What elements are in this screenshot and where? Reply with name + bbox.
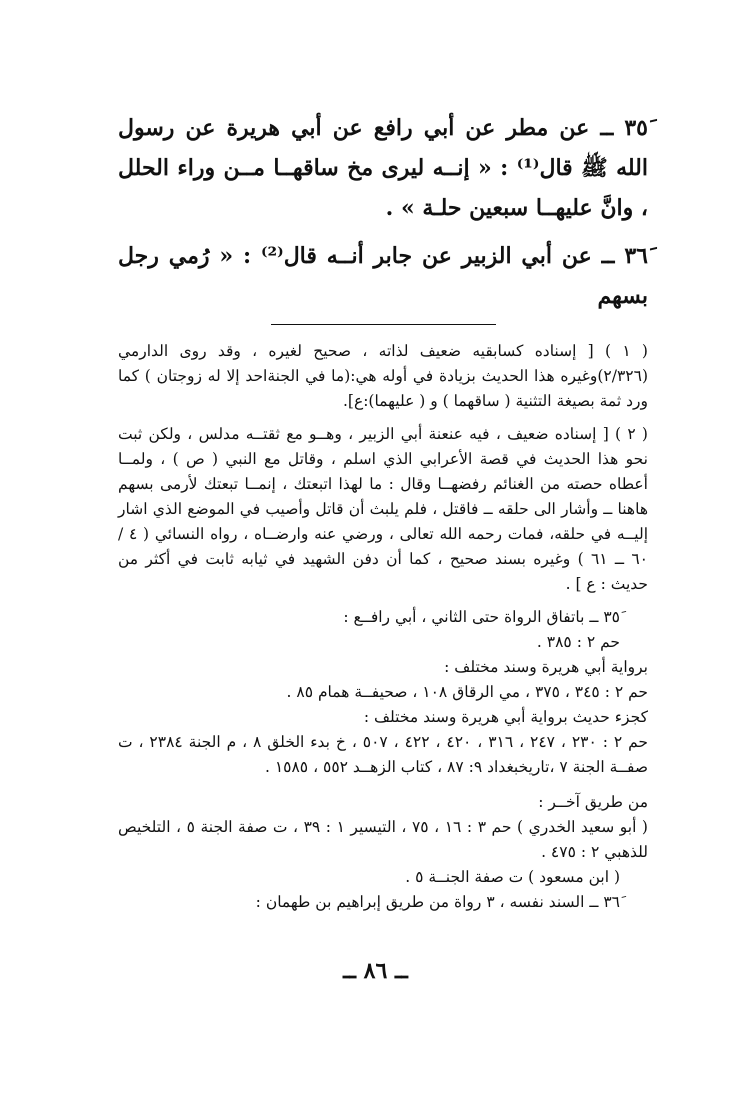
- reference-line: حم ٢ : ٣٨٥ .: [536, 633, 620, 651]
- reference-line: ( أبو سعيد الخدري ) حم ٣ : ١٦ ، ٧٥ ، التيسير ١ : ٣٩ ، ت صفة الجنة ٥ ، التلخيص للذهبي ٢ : ٤٧٥ .: [118, 818, 648, 861]
- hadith-36: [118, 236, 648, 316]
- page-number: ــ ٨٦ ــ: [343, 958, 408, 984]
- reference-line: حم ٢ : ٣٤٥ ، ٣٧٥ ، مي الرقاق ١٠٨ ، صحيفــة همام ٨٥ .: [286, 683, 648, 701]
- reference-line: ٣٦َ ــ السند نفسه ، ٣ رواة من طريق إبراهيم بن طهمان :: [255, 893, 620, 911]
- hadith-text: [118, 108, 648, 316]
- reference-line: حم ٢ : ٢٣٠ ، ٢٤٧ ، ٣١٦ ، ٤٢٠ ، ٤٢٢ ، ٥٠٧ ، خ بدء الخلق ٨ ، م الجنة ٢٣٨٤ ، ت صفــة الجنة ٧ ،تاريخبغداد ٩: ٨٧ ، كتاب الزهــد ٥٥٢ ، ١٥٨٥ .: [118, 733, 648, 776]
- hadith-36-line-1: ٣٦َ ــ عن أبي الزبير عن جابر أنــه قال⁽²⁾ : « رُمي رجل بسهم: [118, 243, 648, 309]
- reference-line: كجزء حديث برواية أبي هريرة وسند مختلف :: [363, 708, 648, 726]
- references-list: [118, 605, 648, 915]
- hadith-35-line-3: سبعين حلـة » .: [385, 195, 529, 221]
- reference-line: ٣٥َ ــ باتفاق الرواة حتى الثاني ، أبي رافــع :: [343, 608, 620, 626]
- footnote-1: ( ١ ) [ إسناده كسابقيه ضعيف لذاته ، صحيح لغيره ، وقد روى الدارمي (٢/٣٢٦)وغيره هذا الحديث بزيادة في أوله هي:(ما في الجنةاحد إلا له زوجتان ) كما ورد ثمة بصيغة التثنية ( ساقهما ) و ( عليهما):ع].: [118, 342, 648, 410]
- hadith-35-line-2: قال⁽¹⁾ : « إنــه ليرى مخ ساقهــا مــن وراء الحلل ، وانَّ عليهــا: [118, 155, 648, 221]
- reference-line: من طريق آخــر :: [538, 793, 648, 811]
- footnotes: [118, 339, 648, 597]
- book-page: [118, 108, 648, 915]
- hadith-35: [118, 108, 648, 228]
- hadith-35-line-1: ٣٥َ ــ عن مطر عن أبي رافع عن أبي هريرة عن رسول الله ﷺ: [118, 115, 648, 181]
- footnote-divider: [271, 324, 496, 325]
- reference-line: برواية أبي هريرة وسند مختلف :: [444, 658, 648, 676]
- reference-line: ( ابن مسعود ) ت صفة الجنــة ٥ .: [405, 868, 620, 886]
- footnote-2: ( ٢ ) [ إسناده ضعيف ، فيه عنعنة أبي الزبير ، وهــو مع ثقتــه مدلس ، ولكن ثبت نحو هذا الحديث في قصة الأعرابي الذي اسلم ، وقاتل مع النبي ( ص ) ، ولمــا أعطاه حصته من الغنائم رفضهــا وقال : ما لهذا اتبعتك ، إنمــا تبعتك لأرمى بسهم هاهنا ــ وأشار الى حلقه ــ فاقتل ، فلم يلبث أن قاتل وأصيب في الموضع الذي اشار إليــه في حلقه، فمات رحمه الله تعالى ، ورضي عنه وارضــاه ، رواه النسائي ( ٤ /٦٠ ــ ٦١ ) وغيره بسند صحيح ، كما أن دفن الشهيد في ثيابه ثابت في أكثر من حديث : ع ] .: [118, 425, 648, 593]
